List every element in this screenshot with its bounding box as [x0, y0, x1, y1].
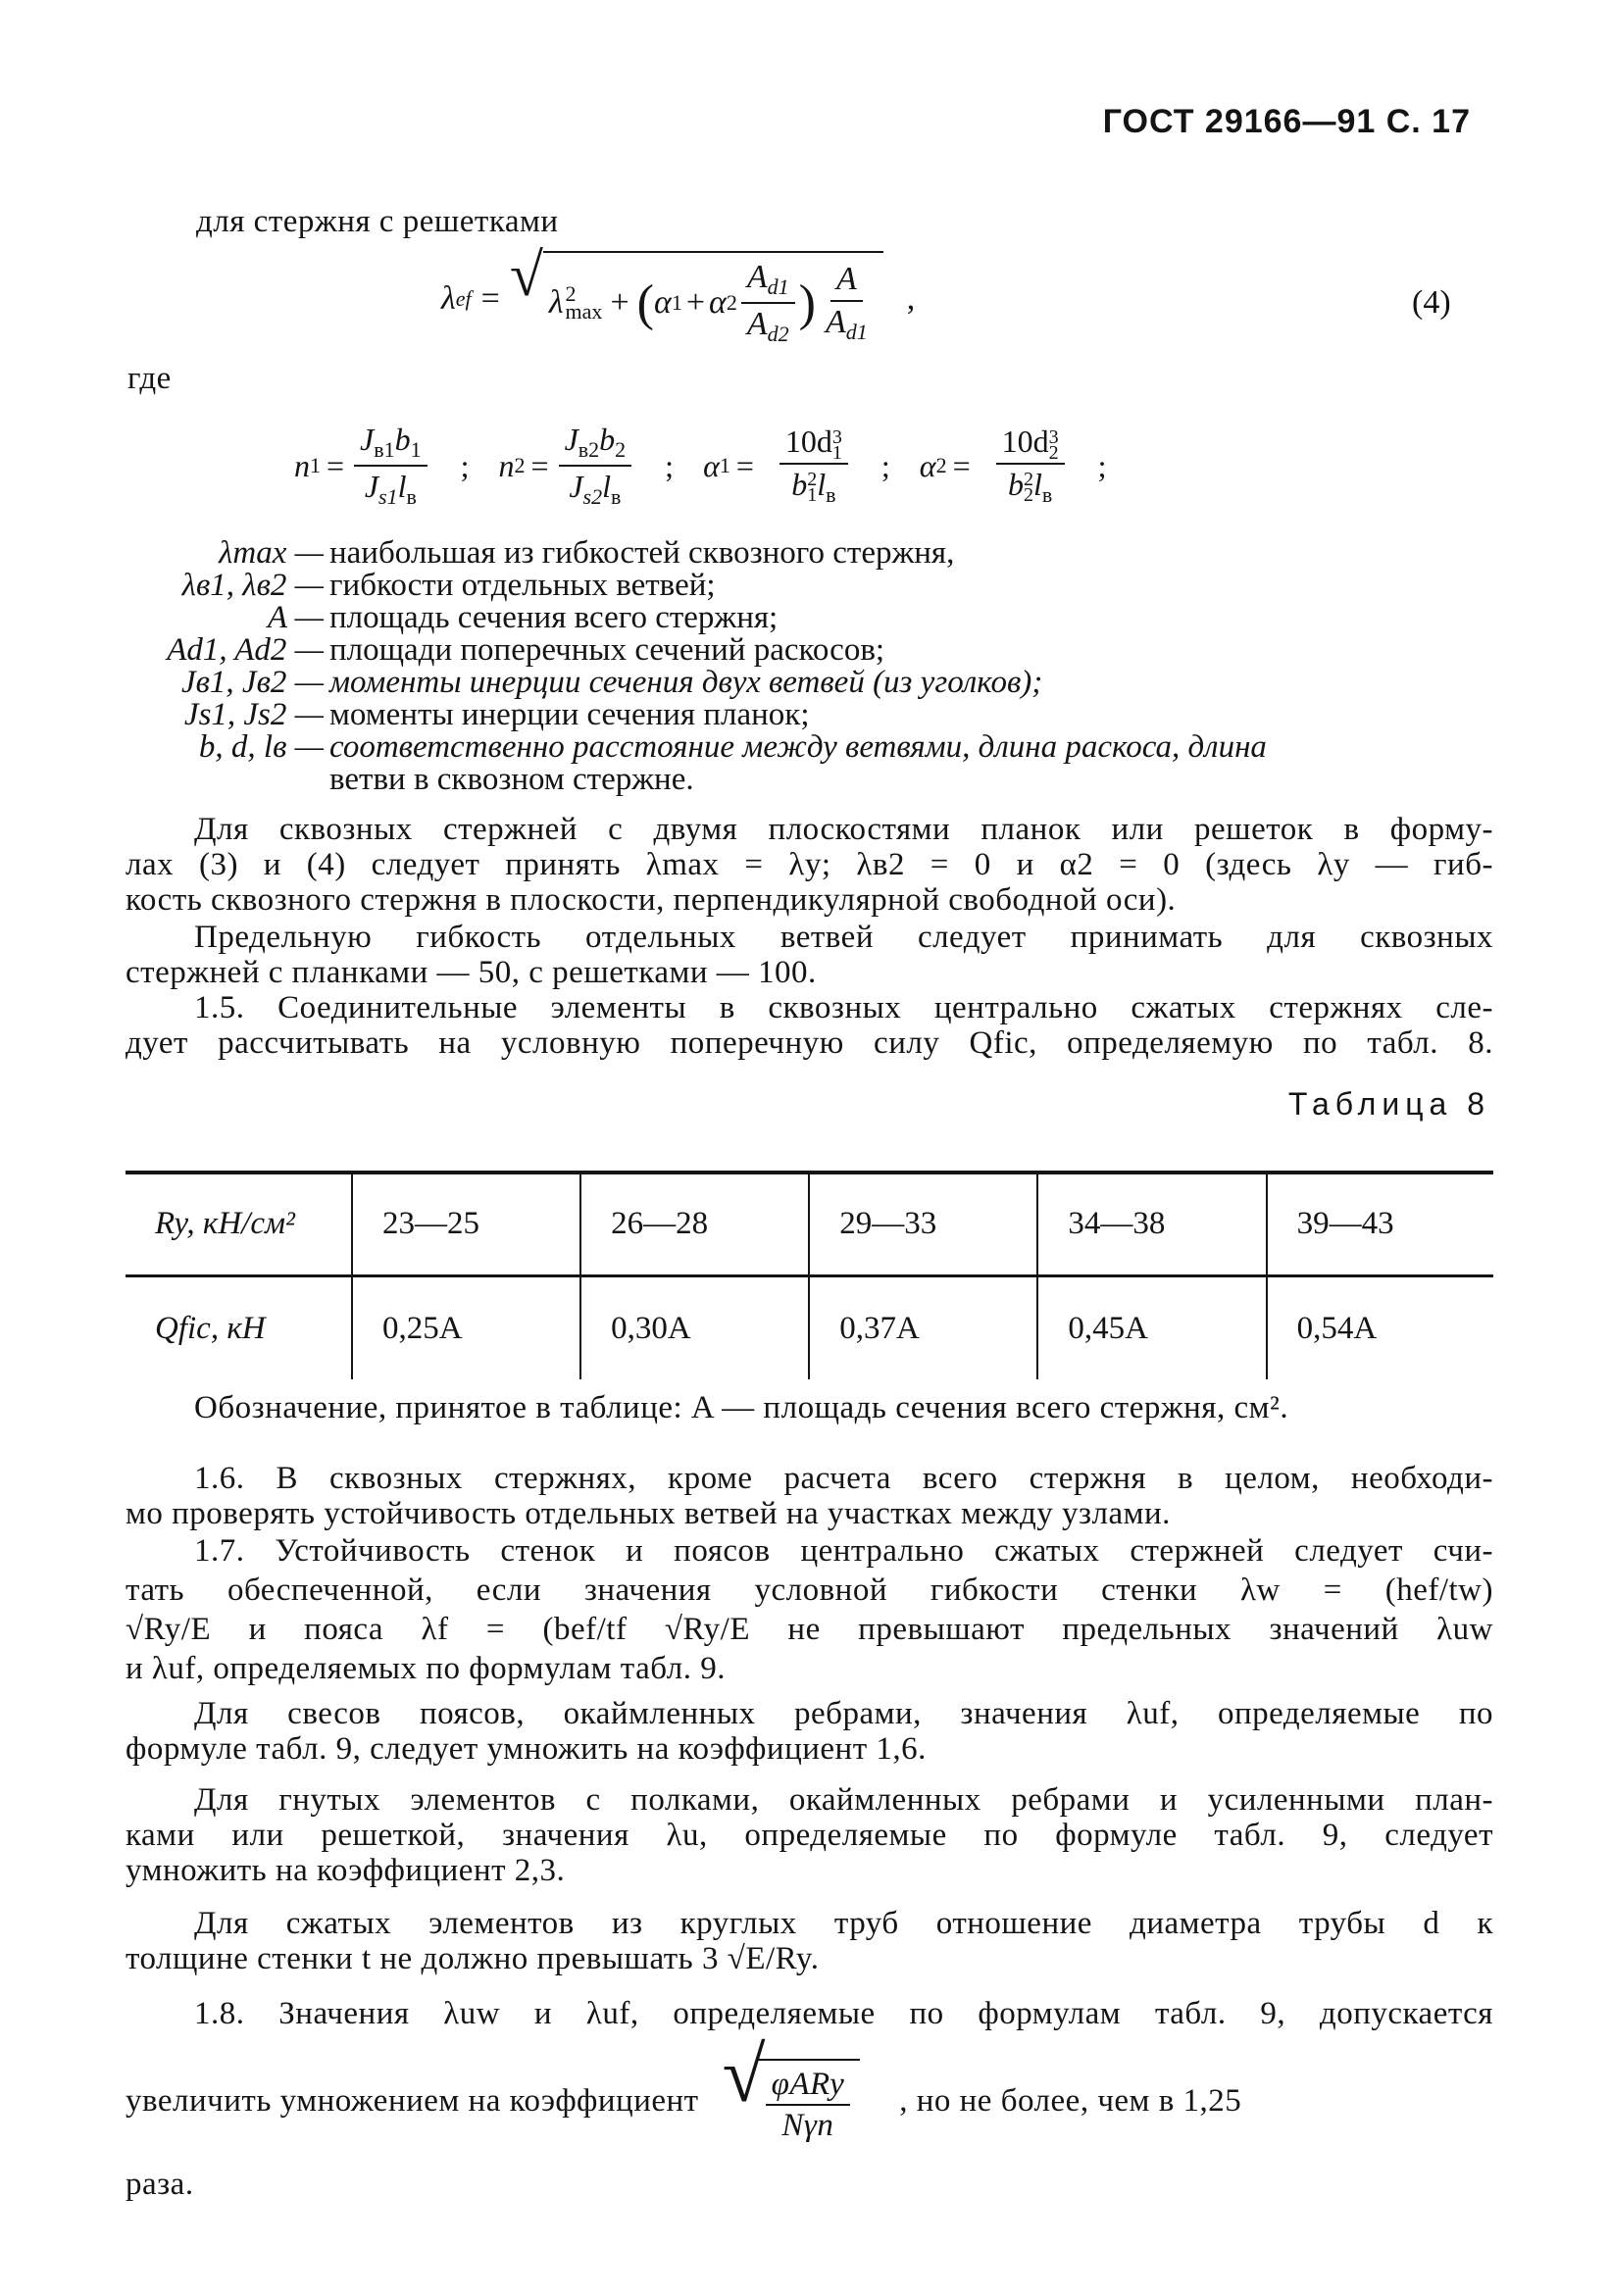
legend-desc: площади поперечных сечений раскосов;: [329, 632, 885, 668]
n2: n: [498, 447, 515, 483]
frac2-den-sub: d1: [845, 320, 868, 344]
coef-frac: [766, 2067, 851, 2143]
paragraph-9-line3: раза.: [126, 2167, 194, 2202]
paren-open: (: [636, 275, 654, 331]
n1-sub: 1: [310, 453, 321, 477]
table-cell: 0,30A: [580, 1276, 809, 1380]
a1-den-l: l: [817, 466, 827, 502]
para3-line: 1.5. Соединительные элементы в сквозных центрально сжатых стержнях сле-: [194, 990, 1493, 1025]
paragraph-4: [126, 1461, 1493, 1531]
paragraph-6: [126, 1696, 1493, 1767]
a2-eq: =: [952, 447, 971, 483]
para5-line: тать обеспеченной, если значения условной гибкости стенки λw = (hef/tw): [126, 1572, 1493, 1608]
legend-symbol: Ad1, Ad2 —: [167, 632, 324, 668]
a1-den-b-sup: 2: [807, 469, 818, 491]
a1-num-sub: 1: [831, 441, 842, 464]
formula-alpha2: α: [709, 284, 727, 321]
para4-line: 1.6. В сквозных стержнях, кроме расчета всего стержня в целом, необходи-: [194, 1461, 1493, 1496]
formula-tail: ,: [906, 280, 916, 317]
para7-line: умножить на коэффициент 2,3.: [126, 1853, 566, 1888]
legend-row: [118, 570, 1490, 602]
a1-den-l-sub: в: [826, 481, 836, 507]
n2-den-l-sub: в: [611, 484, 622, 509]
equation-number: (4): [1412, 284, 1451, 321]
para1-line: лах (3) и (4) следует принять λmax = λy; λв2 = 0 и α2 = 0 (здесь λy — гиб-: [126, 847, 1493, 882]
legend-symbol: Jв1, Jв2 —: [180, 665, 324, 700]
sep-4: ;: [1097, 447, 1107, 483]
frac-a-ad1: [820, 261, 874, 345]
table-note: Обозначение, принятое в таблице: A — площадь сечения всего стержня, см².: [194, 1390, 1289, 1425]
frac-num-a: A: [746, 259, 768, 295]
frac-den-a: A: [746, 306, 768, 342]
legend-symbol: λmax —: [219, 535, 324, 571]
n1-eq: =: [327, 447, 345, 483]
frac-num-sub: d1: [767, 275, 789, 299]
a2-den-b-sub: 2: [1024, 484, 1033, 507]
legend-row: [118, 731, 1490, 764]
a1: α: [703, 447, 720, 483]
legend-desc: моменты инерции сечения планок;: [329, 697, 810, 732]
a2-num-sub: 2: [1048, 441, 1059, 464]
page-header: ГОСТ 29166—91 С. 17: [1102, 103, 1471, 140]
legend-row: [118, 602, 1490, 634]
legend-desc: соответственно расстояние между ветвями, длина раскоса, длина: [329, 729, 1267, 765]
legend-symbol: Js1, Js2 —: [183, 697, 324, 732]
a1-eq: =: [735, 447, 754, 483]
n2-num-b-sub: 2: [615, 437, 627, 462]
legend-desc: площадь сечения всего стержня;: [329, 600, 779, 635]
formula-4: [441, 242, 916, 353]
legend-desc: ветви в сквозном стержне.: [329, 762, 694, 797]
paragraph-3: [126, 990, 1493, 1061]
para9-text-b: , но не более, чем в 1,25: [899, 2083, 1242, 2119]
a2-sub: 2: [935, 453, 947, 477]
paragraph-9-line2: [126, 2032, 1493, 2145]
formula-lhs: λ: [441, 280, 456, 317]
where-label: где: [127, 361, 172, 396]
n2-den-j: J: [569, 469, 583, 504]
table-cell: 29—33: [809, 1173, 1037, 1276]
legend-row: [118, 667, 1490, 699]
para8-line: Для сжатых элементов из круглых труб отношение диаметра трубы d к: [194, 1906, 1493, 1941]
a2-den-l-sub: в: [1041, 481, 1053, 507]
a1-den-b: b: [791, 466, 808, 502]
formula-sqrt: [509, 242, 883, 347]
a1-sub: 1: [719, 453, 730, 477]
formula-lhs-sub: ef: [455, 286, 472, 311]
n1-num-j-sub: в1: [374, 437, 395, 462]
para1-line: кость сквозного стержня в плоскости, перпендикулярной свободной оси).: [126, 882, 1177, 918]
radical-sign-icon: √: [722, 2032, 767, 2119]
para1-line: Для сквозных стержней с двумя плоскостями планок или решеток в форму-: [194, 812, 1493, 847]
legend-desc: наибольшая из гибкостей сквозного стержня,: [329, 535, 955, 571]
para6-line: Для свесов поясов, окаймленных ребрами, значения λuf, определяемые по: [194, 1696, 1493, 1731]
para7-line: Для гнутых элементов с полками, окаймленных ребрами и усиленными план-: [194, 1782, 1493, 1818]
frac-a2: [996, 424, 1065, 508]
legend-symbol: [118, 764, 329, 796]
sep-1: ;: [460, 447, 470, 483]
legend-row: [118, 537, 1490, 570]
paragraph-7: [126, 1782, 1493, 1888]
formula-lambda-sup: 2: [565, 281, 577, 306]
table-row: [126, 1276, 1493, 1380]
n1-num-b: b: [394, 422, 411, 457]
para9-line: 1.8. Значения λuw и λuf, определяемые по формулам табл. 9, допускается: [194, 1996, 1493, 2031]
paren-close: ): [798, 275, 816, 331]
a2-den-b-sup: 2: [1024, 469, 1033, 491]
paragraph-5: [126, 1531, 1493, 1688]
table-8: [126, 1173, 1493, 1379]
para3-line: дует рассчитывать на условную поперечную силу Qfic, определяемую по табл. 8.: [126, 1025, 1493, 1061]
radical-sign-icon: √: [509, 242, 543, 309]
formula-plus: +: [610, 284, 629, 321]
frac2-den-a: A: [825, 304, 846, 340]
formula-alpha1: α: [653, 284, 672, 321]
a1-num: 10d: [784, 424, 832, 460]
frac-ad1-ad2: [741, 259, 795, 347]
frac-den-sub: d2: [767, 322, 789, 346]
frac-n1: [354, 422, 427, 510]
n2-num-b: b: [599, 422, 616, 457]
a1-num-sup: 3: [831, 425, 842, 448]
formula-alpha2-sub: 2: [726, 290, 737, 315]
frac-n2: [559, 422, 632, 510]
para5-line: и λuf, определяемых по формулам табл. 9.: [126, 1651, 726, 1686]
frac-a1: [779, 424, 848, 508]
a2-den-l: l: [1033, 466, 1042, 502]
legend-desc: моменты инерции сечения двух ветвей (из уголков);: [329, 665, 1043, 700]
table-row: [126, 1173, 1493, 1276]
legend-symbol: b, d, lв —: [198, 729, 324, 765]
paragraph-8: [126, 1906, 1493, 1976]
para5-line: 1.7. Устойчивость стенок и поясов центрально сжатых стержней следует счи-: [194, 1533, 1493, 1569]
formula-lambda-sub: max: [565, 299, 603, 324]
n1-den-j: J: [364, 469, 379, 504]
defs-formula: [294, 412, 1136, 520]
intro-line: для стержня с решетками: [196, 204, 559, 239]
a2-den-b: b: [1008, 466, 1024, 502]
table-row-head: Qfic, кН: [155, 1310, 266, 1346]
table-cell: 0,54A: [1267, 1276, 1493, 1380]
table-cell: 39—43: [1267, 1173, 1493, 1276]
para5-line: √Ry/E и пояса λf = (bef/tf √Ry/E не превышают предельных значений λuw: [126, 1612, 1493, 1647]
n1-den-j-sub: s1: [378, 484, 398, 509]
sep-2: ;: [665, 447, 675, 483]
para6-line: формуле табл. 9, следует умножить на коэффициент 1,6.: [126, 1731, 927, 1767]
table-cell: 23—25: [352, 1173, 580, 1276]
formula-lambda: λ: [548, 284, 564, 321]
legend-symbol: λв1, λв2 —: [181, 568, 324, 603]
n1-num-b-sub: 1: [410, 437, 422, 462]
para7-line: ками или решеткой, значения λu, определяемые по формуле табл. 9, следует: [126, 1818, 1493, 1853]
formula-alpha1-sub: 1: [671, 290, 682, 315]
para4-line: мо проверять устойчивость отдельных ветвей на участках между узлами.: [126, 1496, 1171, 1531]
table-cell: 34—38: [1037, 1173, 1266, 1276]
table-caption: Таблица 8: [1287, 1086, 1490, 1122]
paragraph-2: [126, 920, 1493, 990]
coef-num: φARy: [766, 2067, 851, 2106]
a1-den-b-sub: 1: [807, 484, 818, 507]
symbol-legend: [118, 537, 1490, 796]
n1: n: [294, 447, 310, 483]
legend-symbol: A —: [267, 600, 324, 635]
n1-den-l-sub: в: [406, 484, 417, 509]
para9-text-a: увеличить умножением на коэффициент: [126, 2083, 699, 2119]
n2-num-j: J: [564, 422, 578, 457]
a2: α: [919, 447, 936, 483]
a2-num: 10d: [1001, 424, 1049, 460]
legend-row: [118, 764, 1490, 796]
formula-eq: =: [480, 280, 500, 317]
frac2-num: A: [835, 261, 857, 297]
a2-num-sup: 3: [1048, 425, 1059, 448]
n2-den-l: l: [602, 469, 611, 504]
coef-den: Nγn: [781, 2108, 834, 2143]
para2-line: Предельную гибкость отдельных ветвей следует принимать для сквозных: [194, 920, 1493, 955]
table-row-head: Ry, кН/см²: [126, 1173, 352, 1276]
table-cell: 0,25A: [352, 1276, 580, 1380]
legend-row: [118, 699, 1490, 731]
n1-num-j: J: [360, 422, 375, 457]
n2-eq: =: [530, 447, 549, 483]
para2-line: стержней с планками — 50, с решетками — 100.: [126, 955, 817, 990]
n2-sub: 2: [514, 453, 526, 477]
paragraph-1: [126, 812, 1493, 918]
table-cell: 26—28: [580, 1173, 809, 1276]
table-cell: 0,45A: [1037, 1276, 1266, 1380]
coef-sqrt: [722, 2032, 861, 2143]
para8-line: толщине стенки t не должно превышать 3 √E/Ry.: [126, 1941, 820, 1976]
legend-desc: гибкости отдельных ветвей;: [329, 568, 716, 603]
n2-num-j-sub: в2: [578, 437, 600, 462]
formula-plus-2: +: [685, 284, 705, 321]
legend-row: [118, 634, 1490, 667]
sep-3: ;: [880, 447, 890, 483]
n1-den-l: l: [397, 469, 407, 504]
n2-den-j-sub: s2: [582, 484, 603, 509]
paragraph-9: [126, 1996, 1493, 2031]
table-cell: 0,37A: [809, 1276, 1037, 1380]
